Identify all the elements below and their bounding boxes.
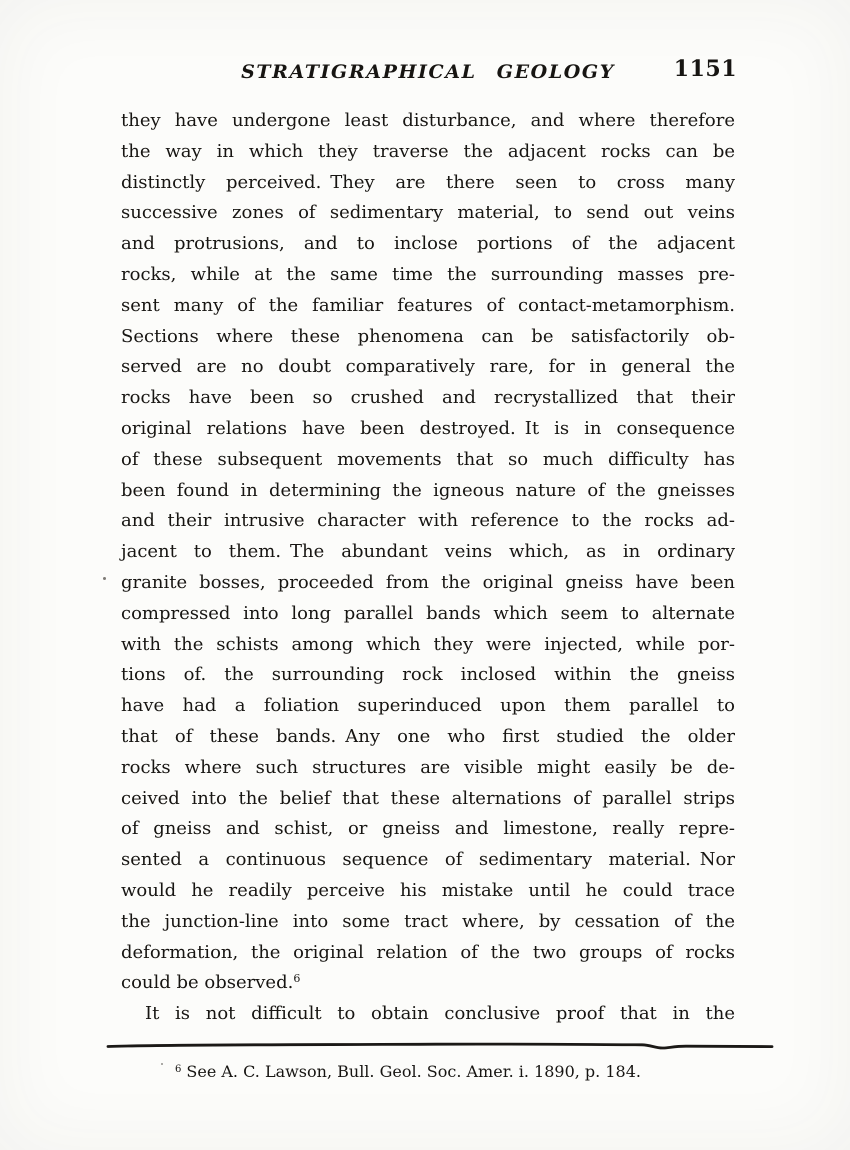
scan-artifact-dot [348, 145, 350, 147]
footnote-text: See A. C. Lawson, Bull. Geol. Soc. Amer. i. 1890, p. 184. [186, 1062, 641, 1081]
text-line: ceived into the belief that these alternations of parallel strips [121, 787, 735, 809]
text-line: deformation, the original relation of the two groups of rocks [121, 941, 735, 963]
text-line: served are no doubt comparatively rare, for in general the [121, 356, 735, 378]
text-line: sent many of the familiar features of contact-metamorphism. [121, 294, 735, 316]
page-number: 1151 [673, 56, 737, 82]
text-line: sented a continuous sequence of sedimentary material. Nor [121, 849, 735, 871]
text-line: It is not difficult to obtain conclusive proof that in the [145, 1003, 735, 1025]
text-line: rocks have been so crushed and recrystallized that their [121, 387, 735, 409]
footnote-marker: 6 [175, 1064, 182, 1075]
text-line: granite bosses, proceeded from the original gneiss have been [121, 571, 735, 593]
text-line: rocks, while at the same time the surrounding masses pre- [121, 263, 735, 285]
text-line: been found in determining the igneous nature of the gneisses [121, 479, 735, 501]
text-line: rocks where such structures are visible might easily be de- [121, 756, 735, 778]
paragraph-end-line [121, 968, 735, 999]
text-line: successive zones of sedimentary material, to send out veins [121, 202, 735, 224]
text-line: original relations have been destroyed. It is in consequence [121, 417, 735, 439]
footnote [101, 1062, 715, 1081]
text-line: that of these bands. Any one who first studied the older [121, 725, 735, 747]
text-line: could be observed. [121, 972, 294, 994]
text-line: jacent to them. The abundant veins which, as in ordinary [121, 541, 735, 563]
paragraph-start-line [121, 999, 735, 1030]
text-line: the junction-line into some tract where, by cessation of the [121, 910, 735, 932]
text-line: compressed into long parallel bands which seem to alternate [121, 602, 735, 624]
text-line: they have undergone least disturbance, and where therefore [121, 110, 735, 131]
text-line: and their intrusive character with reference to the rocks ad- [121, 510, 735, 532]
scan-artifact-dot [161, 1063, 163, 1065]
running-header-title: STRATIGRAPHICAL GEOLOGY [241, 61, 615, 83]
text-line: the way in which they traverse the adjacent rocks can be [121, 140, 735, 162]
text-line: tions of. the surrounding rock inclosed within the gneiss [121, 664, 735, 686]
footnote-reference-marker: 6 [293, 972, 301, 986]
text-line: distinctly perceived. They are there seen to cross many [121, 171, 735, 193]
footnote-separator-rule [106, 1040, 774, 1052]
text-line: of gneiss and schist, or gneiss and limestone, really repre- [121, 818, 735, 840]
text-line: Sections where these phenomena can be satisfactorily ob- [121, 325, 735, 347]
scan-artifact-dot [103, 577, 106, 580]
text-line: and protrusions, and to inclose portions of the adjacent [121, 233, 735, 255]
text-line: of these subsequent movements that so much difficulty has [121, 448, 735, 470]
text-line: have had a foliation superinduced upon them parallel to [121, 695, 735, 717]
body-text [121, 106, 735, 1030]
text-line: would he readily perceive his mistake until he could trace [121, 879, 735, 901]
text-line: with the schists among which they were injected, while por- [121, 633, 735, 655]
